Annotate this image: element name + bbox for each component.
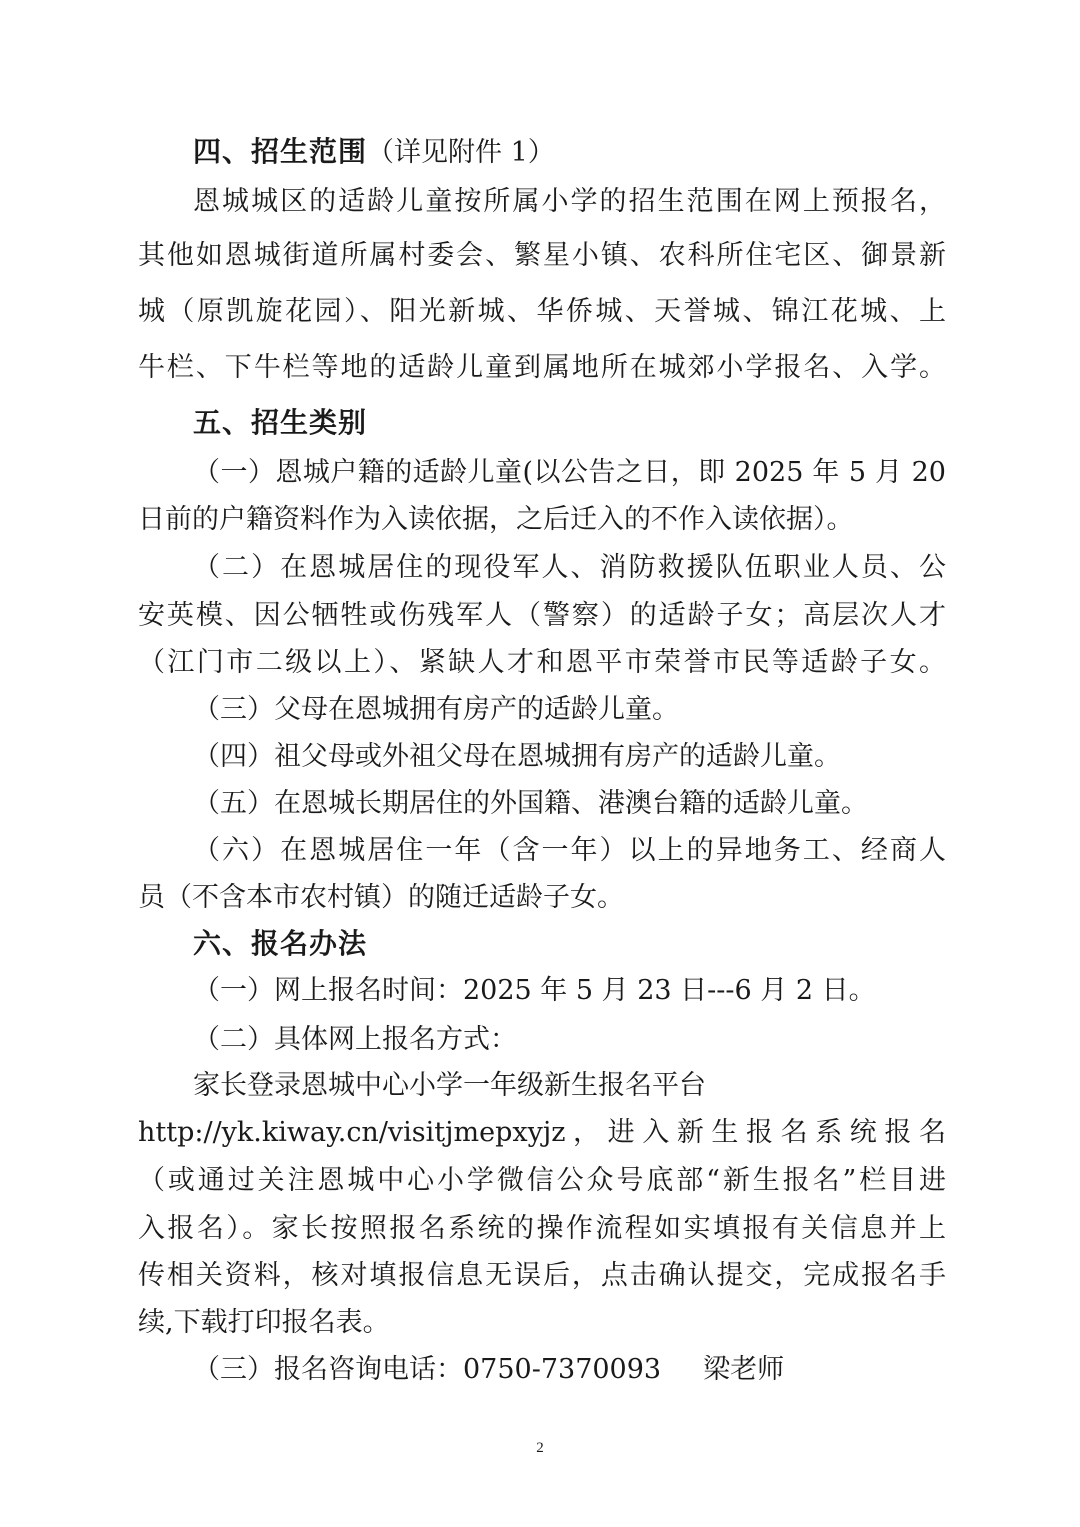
paragraph-line: 员（不含本市农村镇）的随迁适龄子女。 xyxy=(138,882,624,913)
section-4-title: 四、招生范围 xyxy=(193,135,368,168)
section-4-note: （详见附件 1） xyxy=(367,137,555,168)
contact-line xyxy=(193,1350,784,1390)
contact-person: 梁老师 xyxy=(703,1354,785,1385)
paragraph-line: 恩城城区的适龄儿童按所属小学的招生范围在网上预报名， xyxy=(193,186,946,217)
paragraph-line: 日前的户籍资料作为入读依据，之后迁入的不作入读依据）。 xyxy=(138,504,854,535)
contact-phone: （三）报名咨询电话：0750-7370093 xyxy=(193,1354,662,1385)
paragraph-line: （一）恩城户籍的适龄儿童(以公告之日，即 2025 年 5 月 20 xyxy=(193,457,946,488)
section-5-heading: 五、招生类别 xyxy=(193,406,368,439)
page-number: 2 xyxy=(536,1440,544,1456)
paragraph-line: 城（原凯旋花园）、阳光新城、华侨城、天誉城、锦江花城、上 xyxy=(138,296,946,327)
paragraph-line: 其他如恩城街道所属村委会、繁星小镇、农科所住宅区、御景新 xyxy=(138,240,946,271)
section-4-heading xyxy=(193,132,555,172)
section-6-heading: 六、报名办法 xyxy=(193,927,368,960)
paragraph-line: （三）父母在恩城拥有房产的适龄儿童。 xyxy=(193,694,679,725)
paragraph-line: （或通过关注恩城中心小学微信公众号底部“新生报名”栏目进 xyxy=(138,1165,946,1196)
paragraph-line: 传相关资料，核对填报信息无误后，点击确认提交，完成报名手 xyxy=(138,1260,946,1291)
registration-url-line: http://yk.kiway.cn/visitjmepxyjz，进入新生报名系统报名 xyxy=(138,1117,946,1148)
paragraph-line: 牛栏、下牛栏等地的适龄儿童到属地所在城郊小学报名、入学。 xyxy=(138,352,946,383)
paragraph-line: 家长登录恩城中心小学一年级新生报名平台 xyxy=(193,1070,706,1101)
paragraph-line: （六）在恩城居住一年（含一年）以上的异地务工、经商人 xyxy=(193,835,946,866)
paragraph-line: （二）具体网上报名方式： xyxy=(193,1024,517,1055)
paragraph-line: （江门市二级以上）、紧缺人才和恩平市荣誉市民等适龄子女。 xyxy=(138,647,946,678)
paragraph-line: （一）网上报名时间：2025 年 5 月 23 日---6 月 2 日。 xyxy=(193,975,876,1006)
paragraph-line: 安英模、因公牺牲或伤残军人（警察）的适龄子女；高层次人才 xyxy=(138,600,946,631)
paragraph-line: 续,下载打印报名表。 xyxy=(138,1307,390,1338)
paragraph-line: （五）在恩城长期居住的外国籍、港澳台籍的适龄儿童。 xyxy=(193,788,868,819)
paragraph-line: （二）在恩城居住的现役军人、消防救援队伍职业人员、公 xyxy=(193,552,946,583)
paragraph-line: 入报名）。家长按照报名系统的操作流程如实填报有关信息并上 xyxy=(138,1213,946,1244)
paragraph-line: （四）祖父母或外祖父母在恩城拥有房产的适龄儿童。 xyxy=(193,741,841,772)
